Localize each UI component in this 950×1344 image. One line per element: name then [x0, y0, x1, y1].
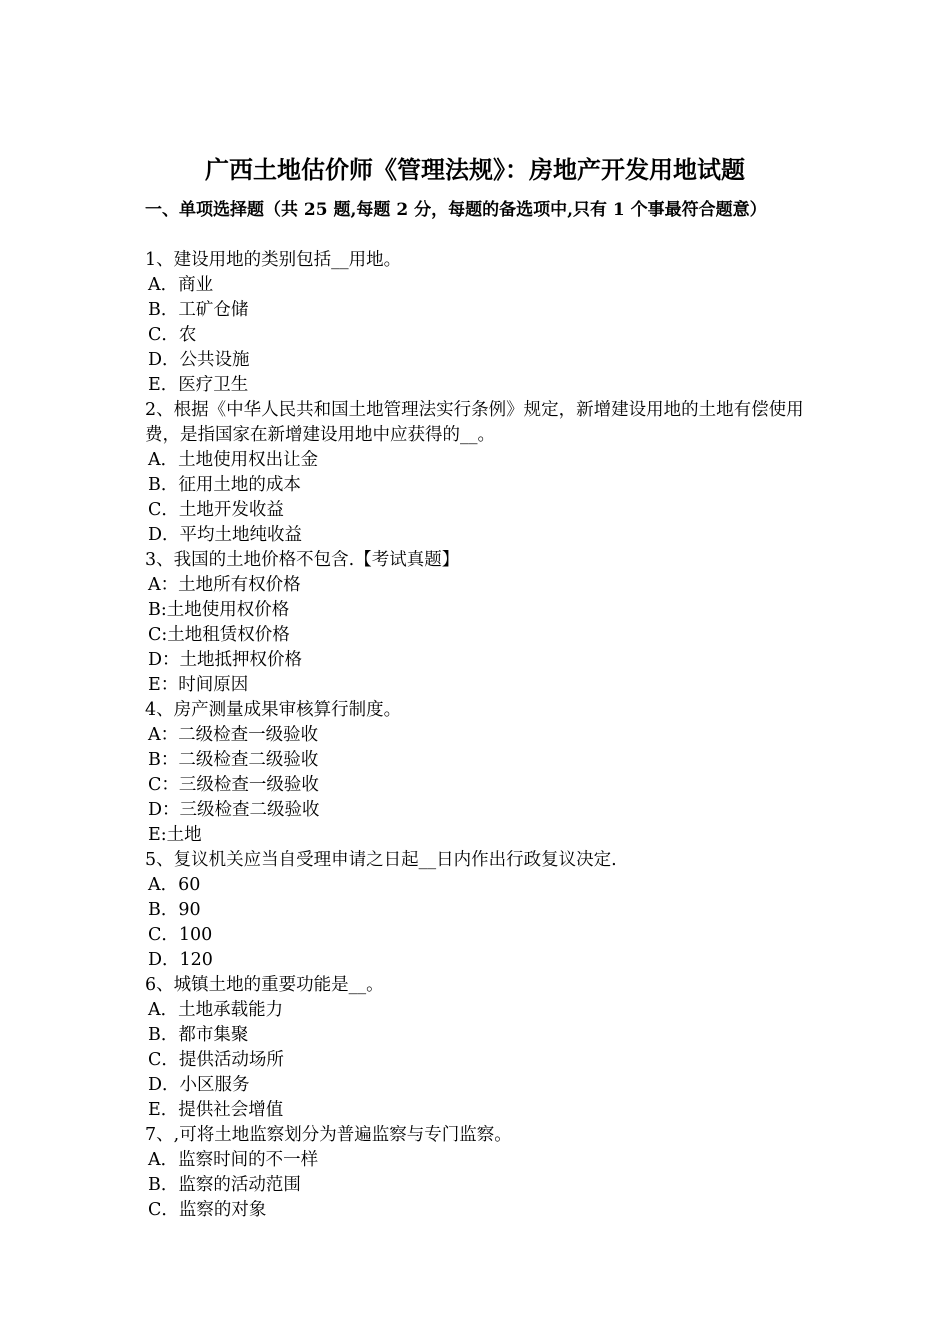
document-title: 广西土地估价师《管理法规》：房地产开发用地试题	[205, 155, 745, 184]
option-e: E：时间原因	[148, 675, 249, 695]
option-b: B：二级检查二级验收	[148, 750, 319, 770]
question-1	[145, 248, 815, 398]
question-text: 7、,可将土地监察划分为普遍监察与专门监察。	[145, 1125, 512, 1145]
option-b: B:土地使用权价格	[148, 600, 290, 620]
option-a: A：土地所有权价格	[148, 575, 301, 595]
option-c: C．土地开发收益	[148, 500, 284, 520]
question-text: 4、房产测量成果审核算行制度。	[145, 700, 402, 720]
option-d: D．小区服务	[148, 1075, 250, 1095]
option-b: B．征用土地的成本	[148, 475, 301, 495]
option-b: B．监察的活动范围	[148, 1175, 301, 1195]
option-d: D．120	[148, 950, 213, 970]
option-d: D：土地抵押权价格	[148, 650, 303, 670]
question-text: 6、城镇土地的重要功能是__。	[145, 975, 384, 995]
question-text: 5、复议机关应当自受理申请之日起__日内作出行政复议决定.	[145, 850, 617, 870]
option-c: C：三级检查一级验收	[148, 775, 319, 795]
option-c: C．监察的对象	[148, 1200, 267, 1220]
option-a: A．商业	[148, 275, 214, 295]
option-e: E．医疗卫生	[148, 375, 249, 395]
option-e: E．提供社会增值	[148, 1100, 284, 1120]
question-5	[145, 848, 815, 973]
option-c: C．提供活动场所	[148, 1050, 284, 1070]
section-heading: 一、单项选择题（共 25 题,每题 2 分，每题的备选项中,只有 1 个事最符合题意）	[145, 200, 767, 220]
question-text: 2、根据《中华人民共和国土地管理法实行条例》规定，新增建设用地的土地有偿使用费，是指国家在新增建设用地中应获得的__。	[145, 400, 804, 445]
option-b: B．工矿仓储	[148, 300, 249, 320]
option-d: D．平均土地纯收益	[148, 525, 303, 545]
question-list	[145, 248, 815, 1223]
question-7	[145, 1123, 815, 1223]
question-6	[145, 973, 815, 1123]
option-a: A．土地承载能力	[148, 1000, 284, 1020]
option-c: C:土地租赁权价格	[148, 625, 290, 645]
option-b: B．都市集聚	[148, 1025, 249, 1045]
option-a: A．监察时间的不一样	[148, 1150, 319, 1170]
option-a: A：二级检查一级验收	[148, 725, 319, 745]
option-d: D．公共设施	[148, 350, 250, 370]
option-a: A．60	[148, 875, 201, 895]
option-d: D：三级检查二级验收	[148, 800, 320, 820]
option-a: A．土地使用权出让金	[148, 450, 319, 470]
question-text: 3、我国的土地价格不包含.【考试真题】	[145, 550, 460, 570]
option-b: B．90	[148, 900, 201, 920]
option-e: E:土地	[148, 825, 202, 845]
option-c: C．农	[148, 325, 197, 345]
option-c: C．100	[148, 925, 213, 945]
question-3	[145, 548, 815, 698]
question-2	[145, 398, 815, 548]
question-text: 1、建设用地的类别包括__用地。	[145, 250, 402, 270]
question-4	[145, 698, 815, 848]
